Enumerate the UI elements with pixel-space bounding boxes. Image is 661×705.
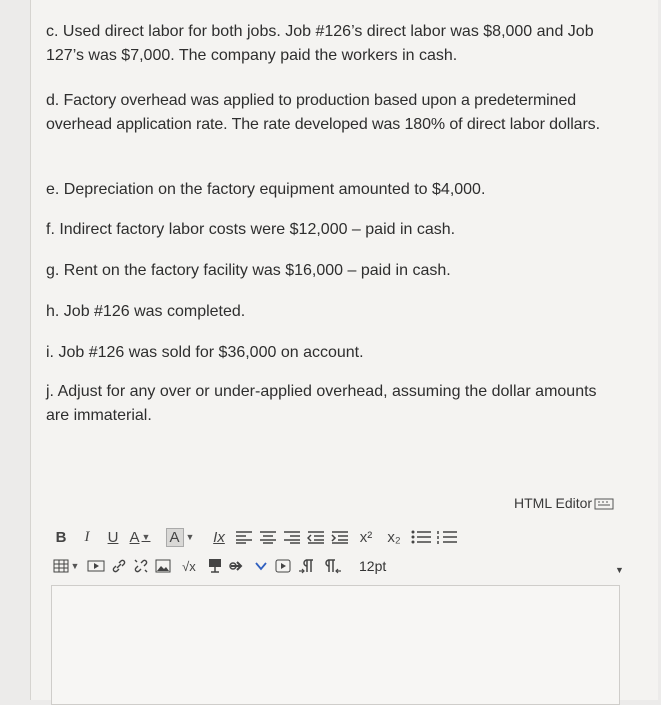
question-item-c: c. Used direct labor for both jobs. Job #126’s direct labor was $8,000 and Job 127’s was $7,000. The company paid the workers in cash.	[46, 23, 594, 64]
align-center-button[interactable]	[259, 525, 277, 549]
question-item-g: g. Rent on the factory facility was $16,000 – paid in cash.	[46, 262, 451, 279]
embed-icon	[207, 558, 223, 574]
rtl-direction-button[interactable]	[323, 554, 343, 578]
table-button[interactable]	[51, 554, 81, 578]
embed-button[interactable]	[207, 554, 223, 578]
question-item-i: i. Job #126 was sold for $36,000 on account.	[46, 344, 364, 361]
html-editor-label: HTML Editor	[514, 495, 593, 511]
italic-button[interactable]: I	[84, 528, 90, 545]
indent-button[interactable]	[331, 525, 349, 549]
bold-button[interactable]: B	[55, 528, 67, 546]
chevron-down-icon: ▼	[70, 561, 80, 571]
align-center-icon	[259, 530, 277, 544]
lti-tool-button[interactable]	[229, 554, 247, 578]
unlink-button[interactable]	[133, 554, 149, 578]
subscript-button[interactable]: x₂	[387, 528, 401, 546]
image-button[interactable]	[155, 554, 171, 578]
outdent-icon	[307, 530, 325, 544]
background-color-button[interactable]	[167, 525, 193, 549]
chevron-down-icon	[253, 559, 269, 573]
chevron-down-icon: ▼	[141, 532, 151, 542]
align-right-icon	[283, 530, 301, 544]
font-color-label: A	[129, 528, 140, 546]
paragraph-rtl-icon	[324, 558, 342, 574]
record-media-icon	[275, 559, 291, 573]
chevron-down-icon: ▼	[185, 532, 195, 542]
align-right-button[interactable]	[283, 525, 301, 549]
numbered-list-icon	[437, 530, 457, 544]
superscript-button[interactable]: x²	[359, 528, 373, 546]
image-icon	[155, 559, 171, 573]
link-icon	[111, 558, 127, 574]
question-item-f: f. Indirect factory labor costs were $12,000 – paid in cash.	[46, 221, 456, 238]
question-item-d: d. Factory overhead was applied to production based upon a predetermined overhead application rate. The rate developed was 180% of direct labor dollars.	[46, 92, 600, 133]
editor-toolbar-row-1	[51, 524, 463, 550]
align-left-icon	[235, 530, 253, 544]
keyboard-icon	[594, 498, 614, 510]
font-size-select[interactable]: 12pt	[359, 558, 387, 574]
numbered-list-button[interactable]	[437, 525, 457, 549]
align-left-button[interactable]	[235, 525, 253, 549]
paragraph-ltr-icon	[298, 558, 316, 574]
question-item-e: e. Depreciation on the factory equipment amounted to $4,000.	[46, 181, 486, 198]
chevron-down-icon[interactable]: ▼	[615, 565, 624, 575]
outdent-button[interactable]	[307, 525, 325, 549]
html-editor-link[interactable]	[514, 495, 614, 511]
font-color-button[interactable]	[129, 525, 151, 549]
table-icon	[53, 559, 69, 573]
link-button[interactable]	[111, 554, 127, 578]
question-item-h: h. Job #126 was completed.	[46, 303, 246, 320]
record-media-button[interactable]	[275, 554, 291, 578]
question-item-j: j. Adjust for any over or under-applied overhead, assuming the dollar amounts are immaterial.	[46, 383, 597, 424]
math-equation-button[interactable]: √x	[182, 558, 196, 574]
background-color-label: A	[166, 528, 184, 547]
answer-text-area[interactable]	[51, 585, 620, 705]
media-icon	[87, 559, 105, 573]
editor-toolbar-row-2	[51, 553, 386, 579]
clear-formatting-button[interactable]: Ix	[213, 528, 225, 546]
unlink-icon	[133, 558, 149, 574]
more-tools-button[interactable]	[253, 554, 269, 578]
media-button[interactable]	[87, 554, 105, 578]
underline-button[interactable]: U	[107, 528, 119, 546]
bullet-list-button[interactable]	[411, 525, 431, 549]
indent-icon	[331, 530, 349, 544]
bullet-list-icon	[411, 530, 431, 544]
question-card	[30, 0, 658, 700]
plug-arrow-icon	[229, 559, 247, 573]
ltr-direction-button[interactable]	[297, 554, 317, 578]
